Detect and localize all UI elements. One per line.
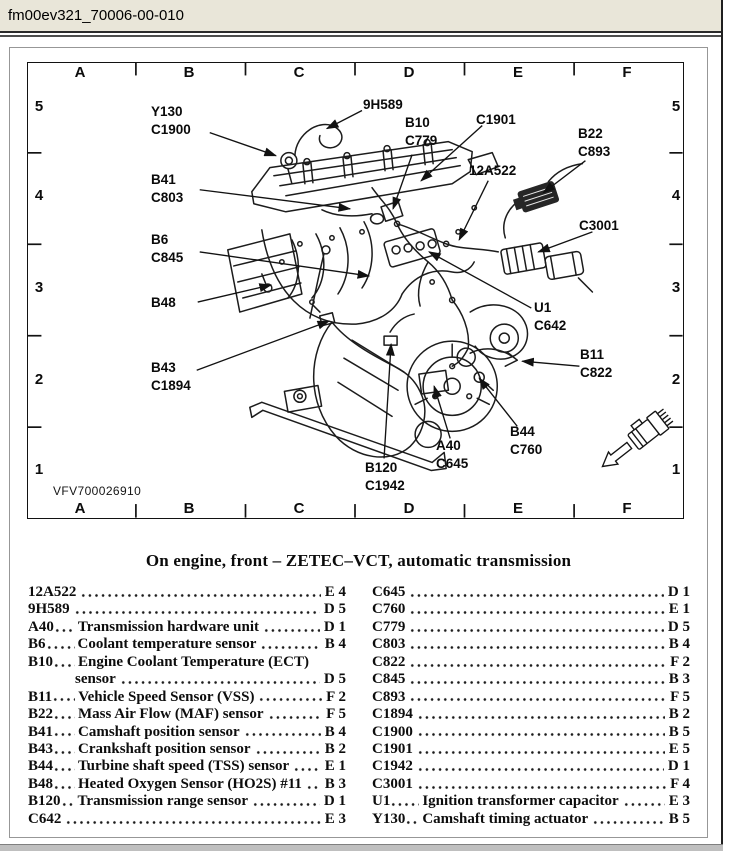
grid-col-a-bottom: A xyxy=(74,500,86,517)
callout-b41-c803: B41 C803 xyxy=(151,172,184,205)
callout-b10-c779: B10 C779 xyxy=(405,115,438,148)
connector-code: B22 xyxy=(28,706,54,723)
grid-reference: E 3 xyxy=(668,793,690,810)
callout-a40-c645: A40 C645 xyxy=(436,438,469,471)
connector-description: Transmission range sensor xyxy=(77,793,249,810)
connector-description: sensor xyxy=(75,671,116,688)
index-entry xyxy=(372,619,690,636)
connector-code: C893 xyxy=(372,688,406,705)
document-title: fm00ev321_70006-00-010 xyxy=(8,7,184,24)
grid-reference: D 1 xyxy=(323,618,346,635)
index-entry xyxy=(372,706,690,723)
grid-reference: B 5 xyxy=(668,810,690,827)
grid-row-5-right: 5 xyxy=(671,98,681,115)
connector-code: C645 xyxy=(372,584,406,600)
connector-description: Coolant temperature sensor xyxy=(77,636,257,653)
connector-description: Mass Air Flow (MAF) sensor xyxy=(78,706,264,723)
callout-y130-c1900: Y130 C1900 xyxy=(151,104,191,137)
grid-col-e-bottom: E xyxy=(512,500,523,517)
connector-code: Y130 xyxy=(372,810,406,827)
diagram-canvas xyxy=(27,62,684,519)
connector-code: C1900 xyxy=(372,723,413,740)
index-entry xyxy=(372,793,690,810)
grid-row-3-right: 3 xyxy=(671,279,681,296)
figure-number: VFV700026910 xyxy=(53,484,142,498)
index-entry xyxy=(28,793,346,810)
connector-code: B6 xyxy=(28,636,46,653)
grid-reference: D 5 xyxy=(667,618,690,635)
index-entry xyxy=(372,724,690,741)
connector-code: B48 xyxy=(28,775,54,792)
callout-b48: B48 xyxy=(151,295,176,310)
grid-reference: F 2 xyxy=(670,653,690,670)
grid-col-e-top: E xyxy=(512,64,523,81)
grid-col-c-bottom: C xyxy=(293,500,305,517)
index-right-column xyxy=(372,584,690,828)
connector-code: B43 xyxy=(28,740,54,757)
connector-description: Transmission hardware unit xyxy=(77,618,259,635)
connector-code: B120 xyxy=(28,793,61,810)
grid-row-4-right: 4 xyxy=(671,187,681,204)
callout-c1901: C1901 xyxy=(476,112,516,127)
index-entry xyxy=(28,619,346,636)
grid-reference: D 1 xyxy=(323,793,346,810)
connector-code: C642 xyxy=(28,810,62,827)
connector-description: Crankshaft position sensor xyxy=(78,740,251,757)
grid-row-2-left: 2 xyxy=(34,371,44,388)
index-entry xyxy=(28,758,346,775)
grid-row-2-right: 2 xyxy=(671,371,681,388)
grid-reference: E 5 xyxy=(668,740,690,757)
index-entry xyxy=(372,671,690,688)
grid-row-3-left: 3 xyxy=(34,279,44,296)
grid-reference: D 5 xyxy=(323,601,346,618)
grid-row-1-left: 1 xyxy=(34,461,44,478)
figure-caption: On engine, front – ZETEC–VCT, automatic transmission xyxy=(145,551,572,570)
connector-index xyxy=(28,584,690,828)
connector-code: B44 xyxy=(28,758,54,775)
index-entry xyxy=(28,706,346,723)
grid-reference: B 3 xyxy=(324,775,346,792)
index-entry xyxy=(28,776,346,793)
connector-plug-icon xyxy=(594,404,675,476)
index-entry xyxy=(372,758,690,775)
grid-col-a-top: A xyxy=(74,64,86,81)
index-entry xyxy=(28,741,346,758)
grid-reference: E 3 xyxy=(324,810,346,827)
connector-code: C779 xyxy=(372,618,406,635)
connector-description: Ignition transformer capacitor xyxy=(422,793,619,810)
grid-row-5-left: 5 xyxy=(34,98,44,115)
grid-reference: F 4 xyxy=(670,775,690,792)
grid-row-1-right: 1 xyxy=(671,461,681,478)
grid-reference: B 2 xyxy=(668,706,690,723)
connector-code: 9H589 xyxy=(28,601,70,618)
grid-row-4-left: 4 xyxy=(34,187,44,204)
connector-code: C1894 xyxy=(372,706,413,723)
callout-b120-c1942: B120 C1942 xyxy=(365,460,405,493)
connector-description: Engine Coolant Temperature (ECT) xyxy=(78,653,309,670)
callout-12a522: 12A522 xyxy=(469,163,517,178)
grid-reference: F 5 xyxy=(326,706,346,723)
callout-leader-lines xyxy=(197,111,593,459)
connector-description: Turbine shaft speed (TSS) sensor xyxy=(78,758,290,775)
title-bar xyxy=(0,0,723,33)
index-entry-continuation xyxy=(28,671,346,688)
grid-reference: B 5 xyxy=(668,723,690,740)
callout-b6-c845: B6 C845 xyxy=(151,232,184,265)
index-left-column xyxy=(28,584,346,828)
grid-reference: F 2 xyxy=(326,688,346,705)
connector-description: Camshaft position sensor xyxy=(78,723,240,740)
callout-b44-c760: B44 C760 xyxy=(510,424,543,457)
grid-reference: E 1 xyxy=(324,758,346,775)
callout-u1-c642: U1 C642 xyxy=(534,300,567,333)
grid-reference: B 4 xyxy=(324,723,346,740)
grid-reference: B 3 xyxy=(668,671,690,688)
horizontal-scrollbar[interactable] xyxy=(0,844,723,851)
window-right-edge xyxy=(721,0,723,845)
grid-col-d-bottom: D xyxy=(403,500,415,517)
connector-code: B10 xyxy=(28,653,54,670)
index-entry xyxy=(28,689,346,706)
callout-b22-c893: B22 C893 xyxy=(578,126,611,159)
connector-code: B11 xyxy=(28,688,53,705)
index-entry xyxy=(372,601,690,618)
connector-code: C822 xyxy=(372,653,406,670)
connector-code: C845 xyxy=(372,671,406,688)
callout-b43-c1894: B43 C1894 xyxy=(151,360,191,393)
grid-col-b-top: B xyxy=(183,64,195,81)
grid-col-f-bottom: F xyxy=(622,500,632,517)
connector-code: A40 xyxy=(28,618,54,635)
index-entry xyxy=(372,584,690,601)
connector-description: Vehicle Speed Sensor (VSS) xyxy=(78,688,255,705)
index-entry xyxy=(28,601,346,618)
index-entry xyxy=(372,811,690,828)
grid-reference: E 4 xyxy=(324,584,346,600)
grid-col-c-top: C xyxy=(293,64,305,81)
connector-code: C3001 xyxy=(372,775,413,792)
grid-reference: D 1 xyxy=(667,584,690,600)
engine-sketch xyxy=(228,125,593,471)
connector-code: C1942 xyxy=(372,758,413,775)
connector-description: Camshaft timing actuator xyxy=(422,810,589,827)
connector-code: C1901 xyxy=(372,740,413,757)
connector-description: Heated Oxygen Sensor (HO2S) #11 xyxy=(78,775,302,792)
callout-9h589: 9H589 xyxy=(363,97,403,112)
index-entry xyxy=(28,811,346,828)
index-entry xyxy=(372,689,690,706)
connector-code: C803 xyxy=(372,636,406,653)
connector-code: C760 xyxy=(372,601,406,618)
grid-reference: F 5 xyxy=(670,688,690,705)
grid-reference: D 1 xyxy=(667,758,690,775)
index-entry xyxy=(28,584,346,601)
connector-code: U1 xyxy=(372,793,391,810)
grid-reference: B 4 xyxy=(324,636,346,653)
index-entry xyxy=(372,636,690,653)
index-entry xyxy=(372,776,690,793)
grid-col-f-top: F xyxy=(622,64,632,81)
grid-reference: E 1 xyxy=(668,601,690,618)
index-entry xyxy=(28,636,346,653)
connector-code: B41 xyxy=(28,723,54,740)
index-entry xyxy=(372,741,690,758)
callout-b11-c822: B11 C822 xyxy=(580,347,613,380)
grid-reference: B 2 xyxy=(324,740,346,757)
connector-code: 12A522 xyxy=(28,584,77,600)
grid-col-d-top: D xyxy=(403,64,415,81)
grid-reference: D 5 xyxy=(323,671,346,688)
grid-col-b-bottom: B xyxy=(183,500,195,517)
index-entry xyxy=(372,654,690,671)
title-separator-rule xyxy=(0,35,723,37)
grid-reference: B 4 xyxy=(668,636,690,653)
index-entry xyxy=(28,724,346,741)
callout-c3001: C3001 xyxy=(579,218,619,233)
index-entry xyxy=(28,654,346,671)
